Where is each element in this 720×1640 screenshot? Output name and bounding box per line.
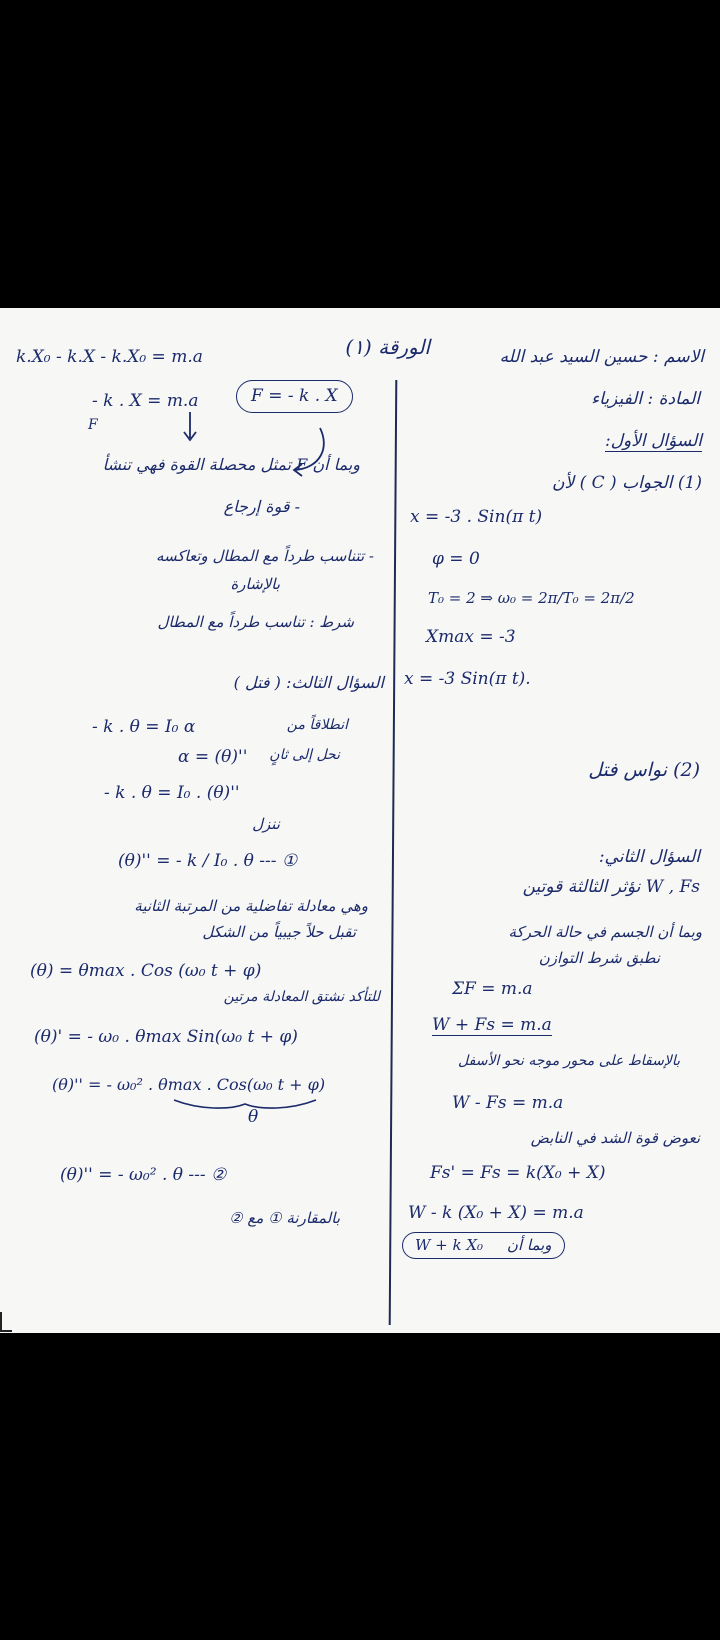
top-condition: شرط : تناسب طرداً مع المطال	[157, 613, 354, 631]
q3-eq-final: (θ)'' = - ω₀² . θ --- ②	[60, 1165, 227, 1185]
q2-eq1: W - Fs = m.a	[452, 1093, 564, 1113]
q2-eq4-note: وبما أن	[506, 1236, 552, 1254]
q3-compare: بالمقارنة ① مع ②	[229, 1209, 340, 1227]
top-note-2: - قوة إرجاع	[223, 497, 300, 516]
q1-part1: (1) الجواب ( C ) لأن	[552, 473, 702, 493]
q2-eq3: W - k (X₀ + X) = m.a	[408, 1203, 584, 1223]
force-label: F	[88, 417, 98, 433]
q1-phi: φ = 0	[432, 549, 480, 569]
q2-motion: وبما أن الجسم في حالة الحركة	[508, 923, 702, 941]
top-force-cloud: F = - k . X	[236, 380, 353, 413]
top-equation-1: k.X₀ - k.X - k.X₀ = m.a	[16, 347, 203, 367]
q1-part2: (2) نواس فتل	[588, 759, 700, 781]
q2-forces: W , Fs نؤثر الثالثة قوتين	[522, 877, 700, 897]
q2-condition: نطبق شرط التوازن	[538, 949, 660, 967]
q2-final-cloud	[402, 1232, 565, 1259]
q3-heading: السؤال الثالث: ( فتل )	[233, 673, 384, 692]
q2-projection-note: بالإسقاط على محور موجه نحو الأسفل	[458, 1053, 680, 1069]
top-note: وبما أن F تمثل محصلة القوة فهي تنشأ	[102, 455, 360, 474]
q3-eq2: - k . θ = I₀ . (θ)''	[104, 783, 240, 803]
q3-second-derivative: (θ)'' = - ω₀² . θmax . Cos(ω₀ t + φ)	[52, 1075, 326, 1094]
q1-heading: السؤال الأول:	[604, 431, 702, 451]
q2-heading: السؤال الثاني:	[598, 847, 700, 867]
q1-final-equation: x = -3 Sin(π t).	[404, 669, 531, 689]
q1-period: T₀ = 2 ⇒ ω₀ = 2π/T₀ = 2π/2	[428, 589, 635, 607]
q2-eq4: W + k X₀	[415, 1236, 484, 1254]
q3-verify-note: للتأكد نشتق المعادلة مرتين	[223, 989, 380, 1005]
q2-vector-eq1: ΣF = m.a	[452, 979, 533, 999]
handwritten-page	[0, 308, 720, 1333]
q2-vector-eq2: W + Fs = m.a	[432, 1015, 552, 1035]
corner-mark	[0, 1312, 12, 1332]
q3-deriv-note: نحل إلى ثانٍ	[269, 747, 340, 763]
subject-line: المادة : الفيزياء	[591, 389, 700, 409]
page-title: الورقة (١)	[345, 335, 430, 359]
top-equation-2: - k . X = m.a	[92, 391, 199, 411]
top-property-2: بالإشارة	[230, 575, 280, 593]
top-property: - تتناسب طرداً مع المطال وتعاكسه	[155, 547, 374, 565]
student-name: الاسم : حسين السيد عبد الله	[499, 347, 704, 367]
q3-alpha: α = (θ)''	[178, 747, 248, 767]
q3-theta-under: θ	[248, 1107, 259, 1127]
column-divider	[389, 380, 398, 1325]
q2-eq2: Fs' = Fs = k(X₀ + X)	[430, 1163, 606, 1183]
q3-start-note: انطلاقاً من	[286, 717, 348, 733]
q3-solution-note: تقبل حلاً جيبياً من الشكل	[202, 923, 356, 941]
q1-xmax: Xmax = -3	[426, 627, 516, 647]
q3-eq3: (θ)'' = - k / I₀ . θ --- ①	[118, 851, 298, 871]
q1-equation: x = -3 . Sin(π t)	[410, 507, 543, 527]
q2-spring-note: نعوض قوة الشد في النابض	[530, 1129, 700, 1147]
q3-eq1: - k . θ = I₀ α	[92, 717, 196, 737]
q3-solution: (θ) = θmax . Cos (ω₀ t + φ)	[30, 961, 262, 981]
brace-sketch	[170, 1098, 320, 1112]
q3-down-note: ننزل	[252, 815, 280, 833]
q3-first-derivative: (θ)' = - ω₀ . θmax Sin(ω₀ t + φ)	[34, 1027, 298, 1047]
q3-diff-note: وهي معادلة تفاضلية من المرتبة الثانية	[134, 897, 368, 915]
